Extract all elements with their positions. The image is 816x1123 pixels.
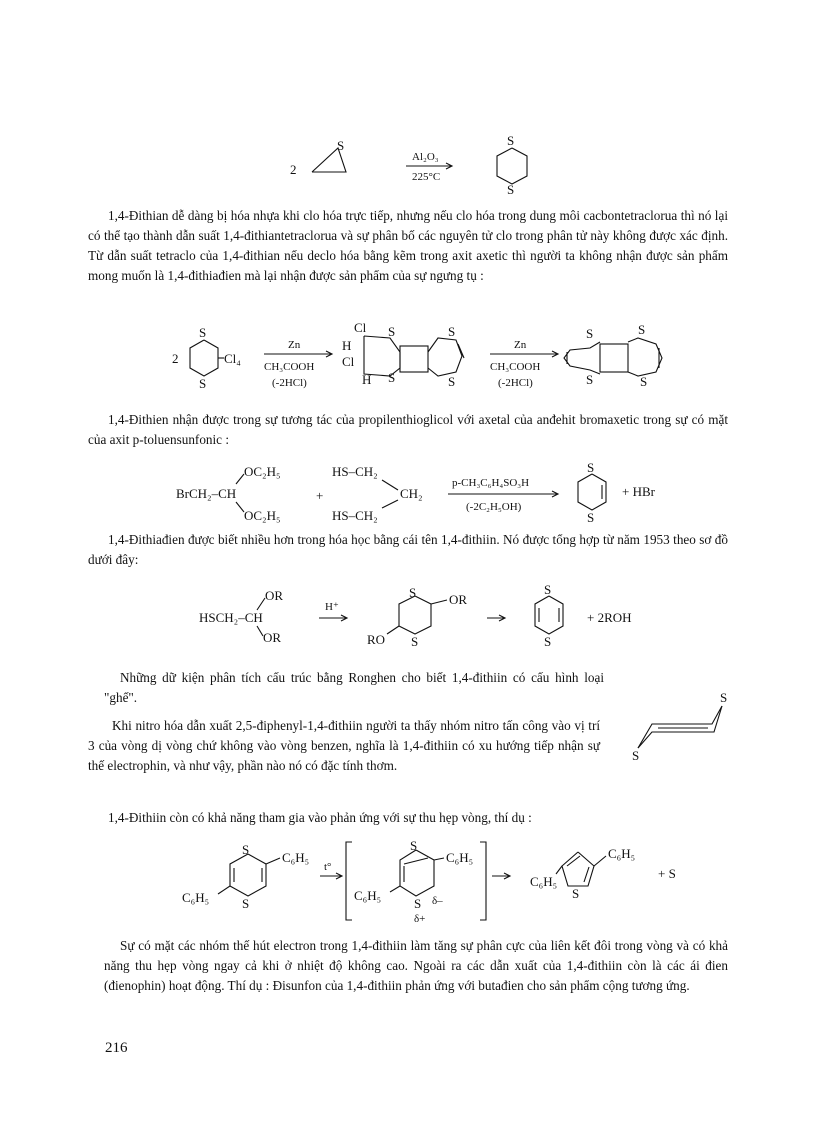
- svg-text:S: S: [720, 690, 728, 705]
- page-number: 216: [105, 1040, 128, 1056]
- svg-text:S: S: [544, 584, 552, 597]
- svg-text:Cl: Cl: [342, 354, 355, 369]
- svg-text:S: S: [388, 370, 396, 385]
- thiirane-ring: [312, 138, 346, 172]
- svg-text:t°: t°: [324, 861, 332, 873]
- svg-text:RO: RO: [367, 632, 386, 647]
- svg-text:S: S: [409, 585, 417, 600]
- scheme-dithiin-1953: [195, 584, 675, 654]
- svg-text:S: S: [587, 510, 595, 525]
- dithiene-product: [578, 460, 606, 525]
- scheme-dithiene-synthesis: [170, 458, 690, 532]
- chair-conformation-diagram: [628, 690, 738, 765]
- svg-text:S: S: [388, 324, 396, 339]
- svg-text:S: S: [199, 376, 207, 391]
- svg-text:C₆H₅: C₆H₅: [354, 888, 382, 903]
- svg-text:OR: OR: [449, 592, 468, 607]
- svg-text:S: S: [638, 322, 646, 337]
- svg-text:CH₂: CH₂: [400, 486, 423, 501]
- svg-text:δ–: δ–: [432, 895, 443, 907]
- svg-text:S: S: [448, 324, 456, 339]
- condition-temperature: 225°C: [412, 171, 441, 183]
- svg-text:OC₂H₅: OC₂H₅: [244, 464, 281, 479]
- svg-text:Cl: Cl: [354, 320, 367, 335]
- paragraph-electron-withdrawing: Sự có mặt các nhóm thế hút electron trong 1,4-đithiin làm tăng sự phân cực của liên kết đôi trong vòng và có khả năng thu hẹp vòng ngay cả khi ở nhiệt độ không cao. Ngoài ra các dẫn xuất của 1,4-đithiin còn là các ái đien (đienophin) hoạt động. Thí dụ : Đisunfon của 1,4-đithiin phản ứng với butađien cho sản phẩm cộng tương ứng.: [104, 938, 728, 993]
- svg-text:S: S: [586, 372, 594, 387]
- svg-text:H: H: [362, 372, 372, 387]
- svg-text:S: S: [507, 182, 515, 197]
- svg-text:HS–CH₂: HS–CH₂: [332, 464, 378, 479]
- svg-text:S: S: [587, 460, 595, 475]
- coefficient: 2: [290, 162, 297, 177]
- svg-text:δ+: δ+: [414, 913, 426, 925]
- paragraph-dithiin-history: 1,4-Đithiađien được biết nhiều hơn trong hóa học bằng cái tên 1,4-đithiin. Nó được tổng hợp từ năm 1953 theo sơ đồ dưới đây:: [88, 532, 728, 567]
- tricyclic-intermediate: [342, 320, 464, 389]
- svg-text:S: S: [199, 325, 207, 340]
- svg-text:Zn: Zn: [514, 339, 527, 351]
- svg-text:S: S: [632, 748, 640, 763]
- dithiane-ring: [497, 133, 527, 197]
- paragraph-dithiene-synthesis: 1,4-Đithien nhận được trong sự tương tác của propilenthioglicol với axetal của anđehit bromaxetic trong sự có mặt của axit p-toluensunfonic :: [88, 412, 728, 447]
- svg-text:S: S: [410, 838, 418, 853]
- svg-text:S: S: [414, 896, 422, 911]
- svg-text:S: S: [411, 634, 419, 649]
- svg-text:S: S: [448, 374, 456, 389]
- svg-text:(-2C₂H₅OH): (-2C₂H₅OH): [466, 501, 522, 513]
- svg-text:Zn: Zn: [288, 339, 301, 351]
- dithiin-product: [535, 584, 563, 649]
- paragraph-ring-contraction: 1,4-Đithiin còn có khả năng tham gia vào phản ứng với sự thu hẹp vòng, thí dụ :: [108, 810, 532, 825]
- svg-text:HSCH₂–CH: HSCH₂–CH: [199, 610, 263, 625]
- svg-text:C₆H₅: C₆H₅: [446, 850, 474, 865]
- svg-text:+: +: [316, 488, 324, 503]
- svg-text:2: 2: [172, 351, 179, 366]
- svg-text:S: S: [507, 133, 515, 148]
- svg-text:S: S: [572, 886, 580, 901]
- catalyst: p-CH₃C₆H₄SO₃H: [452, 477, 530, 489]
- svg-text:OR: OR: [265, 588, 284, 603]
- svg-text:S: S: [544, 634, 552, 649]
- svg-text:HS–CH₂: HS–CH₂: [332, 508, 378, 523]
- svg-text:C₆H₅: C₆H₅: [530, 874, 558, 889]
- scheme-dechlorination: [160, 318, 680, 398]
- transition-state: [346, 838, 486, 925]
- scheme-thiirane-dimerization: [280, 128, 560, 198]
- svg-text:OC₂H₅: OC₂H₅: [244, 508, 281, 523]
- svg-text:+ S: + S: [658, 866, 676, 881]
- svg-text:BrCH₂–CH: BrCH₂–CH: [176, 486, 237, 501]
- svg-text:S: S: [242, 896, 250, 911]
- paragraph-xray-structure: Những dữ kiện phân tích cấu trúc bằng Ronghen cho biết 1,4-đithiin có cấu hình loại "ghế".: [104, 670, 604, 705]
- svg-text:S: S: [640, 374, 648, 389]
- paragraph-dithian-chlorination: 1,4-Đithian dễ dàng bị hóa nhựa khi clo hóa trực tiếp, nhưng nếu clo hóa trong dung môi cacbontetraclorua thì nó lại có thể tạo thành dẫn suất 1,4-đithiantetraclorua và sự phân bố các nguyên tử clo trong phân tử này không được xác định. Từ dẫn suất tetraclo của 1,4-đithian nếu declo hóa bằng kẽm trong axit axetic thì người ta không nhận được sản phẩm mong muốn là 1,4-đithiađien mà lại nhận được sản phẩm của sự ngưng tụ :: [88, 208, 728, 283]
- svg-text:(-2HCl): (-2HCl): [272, 377, 307, 389]
- svg-text:S: S: [586, 326, 594, 341]
- svg-text:H⁺: H⁺: [325, 601, 339, 613]
- arrow-zn-1: [264, 339, 332, 389]
- svg-text:C₆H₅: C₆H₅: [282, 850, 310, 865]
- diphenyl-thiophene: [530, 846, 635, 901]
- svg-text:+ HBr: + HBr: [622, 484, 655, 499]
- tetrachlorodithiane: [190, 325, 241, 391]
- svg-text:H: H: [342, 338, 352, 353]
- diphenyl-dithiin: [182, 842, 309, 911]
- svg-text:S: S: [337, 138, 345, 153]
- svg-text:(-2HCl): (-2HCl): [498, 377, 533, 389]
- scheme-ring-contraction: [178, 836, 698, 928]
- svg-text:C₆H₅: C₆H₅: [182, 890, 210, 905]
- svg-text:C₆H₅: C₆H₅: [608, 846, 636, 861]
- svg-text:OR: OR: [263, 630, 282, 645]
- paragraph-nitration: Khi nitro hóa dẫn xuất 2,5-điphenyl-1,4-đithiin người ta thấy nhóm nitro tấn công vào vị trí 3 của vòng dị vòng chứ không vào vòng benzen, nghĩa là 1,4-đithiin có xu hướng tiếp nhận sự thế electrophin, và như vậy, phần nào nó có đặc tính thơm.: [88, 718, 600, 773]
- condensation-product: [564, 322, 662, 389]
- reaction-arrow: [406, 151, 452, 183]
- svg-text:CH₃COOH: CH₃COOH: [490, 361, 541, 373]
- condition-catalyst: Al₂O₃: [412, 151, 439, 163]
- svg-text:S: S: [242, 842, 250, 857]
- arrow-zn-2: [490, 339, 558, 389]
- svg-text:Cl₄: Cl₄: [224, 351, 241, 366]
- svg-text:+ 2ROH: + 2ROH: [587, 610, 632, 625]
- dialkoxy-dithiane: [367, 585, 467, 649]
- svg-text:CH₃COOH: CH₃COOH: [264, 361, 315, 373]
